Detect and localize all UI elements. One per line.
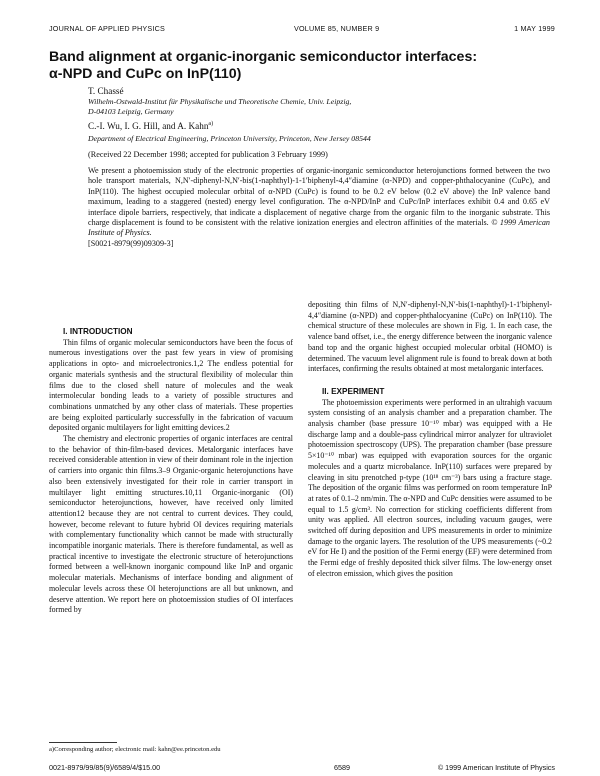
author-chasse: T. Chassé (88, 86, 124, 96)
author-footnote-mark: a) (208, 121, 214, 127)
affiliation-princeton: Department of Electrical Engineering, Princeton University, Princeton, New Jersey 08544 (88, 134, 371, 143)
section-heading-introduction: I. INTRODUCTION (63, 327, 133, 336)
article-code: 0021-8979/99/85(9)/6589/4/$15.00 (49, 763, 161, 772)
affiliation-leipzig-line-2: D-04103 Leipzig, Germany (88, 107, 174, 116)
volume-number: VOLUME 85, NUMBER 9 (294, 24, 380, 33)
intro-paragraph-continued: depositing thin films of N,N′-diphenyl-N,N′-bis(1-naphthyl)-1-1′biphenyl-4,4″diamine (α-NPD) and copper-phthalocyanine (CuPc) on InP(110). The chemical structure of these molecules are shown in Fig. 1. In each case, the valence band offset, i.e., the energy difference between the inorganic valence band top and the organic highest occupied molecular orbital (HOMO) is determined. The vacuum level alignment rule is found to break down at both interfaces, confirming the results obtained at most metalorganic interfaces. (308, 300, 552, 374)
journal-name: JOURNAL OF APPLIED PHYSICS (49, 24, 165, 33)
pacs-identifier: [S0021-8979(99)09309-3] (88, 238, 174, 248)
authors-princeton (88, 121, 213, 131)
running-header (49, 24, 555, 36)
affiliation-leipzig (88, 97, 548, 117)
page-footer (49, 763, 555, 773)
affiliation-leipzig-line-1: Wilhelm-Ostwald-Institut für Physikalische und Theoretische Chemie, Univ. Leipzig, (88, 97, 352, 106)
title-line-1: Band alignment at organic-inorganic semiconductor interfaces: (49, 49, 478, 65)
footnote-rule (49, 742, 117, 743)
intro-paragraph-2: The chemistry and electronic properties of organic interfaces are central to the behavior of thin-film-based devices. Metalorganic interfaces have received considerable attention in view of their dominant role in the injection of carriers into organic thin films.3–9 Organic-organic heterojunctions have also been extensively investigated for their role in carrier transport in multilayer light emitting structures.10,11 Organic-inorganic (OI) semiconductor heterojunctions, however, have received only limited attention12 because they are not central to current devices. They could, however, become relevant to future hybrid OI devices requiring materials with complementary functionality which cannot be made with structurally incompatible inorganic materials. There is therefore fundamental, as well as practical incentive to investigate the electronic structure of heterojunctions formed between a well-known inorganic compound like InP and organic molecular materials. Mechanisms of interface bonding and alignment of molecular levels across these OI heterojunctions are all but unknown, and deserve attention. We report here on photoemission studies of OI interfaces formed by (49, 434, 293, 615)
right-column (308, 300, 552, 580)
experiment-paragraph-1: The photoemission experiments were performed in an ultrahigh vacuum system consisting of an analysis chamber and a preparation chamber. The analysis chamber (base pressure 10⁻¹⁰ mbar) was equipped with a He discharge lamp and a double-pass cylindrical mirror analyzer for ultraviolet photoemission spectroscopy (UPS). The preparation chamber (base pressure 5×10⁻¹⁰ mbar) was equipped with evaporation sources for the organic molecules and a quartz microbalance. InP(110) surfaces were prepared by cleaving in situ prenotched p-type (10¹⁸ cm⁻³) bars using a fracture stage. The deposition of the organic films was performed on room temperature InP at rates of 0.1–2 nm/min. The α-NPD and CuPc densities were assumed to be equal to 1.5 g/cm³. No correction for sticking coefficients different from unity was applied. All electron sources, including vacuum gauges, were switched off during deposition and UPS measurements in order to minimize damage to the organic layers. The resolution of the UPS measurements (~0.2 eV for He I) and the position of the Fermi energy (EF) were determined from the Fermi edge of freshly deposited thick silver films. The low-energy onset of electron emission, which gives the position (308, 397, 552, 578)
corresponding-author-footnote: a)Corresponding author; electronic mail: kahn@ee.princeton.edu (49, 746, 221, 753)
issue-date: 1 MAY 1999 (514, 24, 555, 33)
title-line-2: α-NPD and CuPc on InP(110) (49, 66, 242, 82)
abstract-text: We present a photoemission study of the electronic properties of organic-inorganic semiconductor heterojunctions formed between the two hole transport materials, N,N′-diphenyl-N,N′-bis(1-naphthyl)-1-1′biphenyl-4,4″diamine (α-NPD) and copper-phthalocyanine (CuPc), and InP(110). The highest occupied molecular orbital of α-NPD (CuPc) is found to be 0.2 eV below (0.2 eV above) the InP valence band maximum, leading to a staggered (nested) energy level configuration. The α-NPD/InP and CuPc/InP interfaces exhibit 0.4 and 0.65 eV interface dipole barriers, respectively, that indicate a displacement of negative charge from the organic film to the inorganic substrate. This charge displacement is found to be consistent with the relative ionization energies and electron affinities of the materials. (88, 166, 550, 228)
page-number: 6589 (334, 763, 350, 772)
received-dates: (Received 22 December 1998; accepted for publication 3 February 1999) (88, 150, 328, 159)
author-names: C.-I. Wu, I. G. Hill, and A. Kahn (88, 121, 209, 132)
left-column (49, 327, 293, 616)
paper-title (49, 49, 559, 83)
footer-copyright: © 1999 American Institute of Physics (437, 763, 555, 772)
abstract (88, 166, 550, 249)
abstract-copyright: © 1999 American Institute of Physics. (88, 218, 550, 238)
section-heading-experiment: II. EXPERIMENT (322, 386, 385, 396)
intro-paragraph-1: Thin films of organic molecular semiconductors have been the focus of numerous investigations over the past few years in view of promising applications in opto- and microelectronics.1,2 The endless potential for organic materials synthesis and the structural flexibility of molecular thin films due to the closed shell nature of molecules and the weak intermolecular bonding leads to a variety of possible structures and combinations unmatched by any other class of materials. These properties are being exploited particularly successfully in the fabrication of vacuum deposited organic multilayers for light emitting devices.2 (49, 337, 293, 433)
